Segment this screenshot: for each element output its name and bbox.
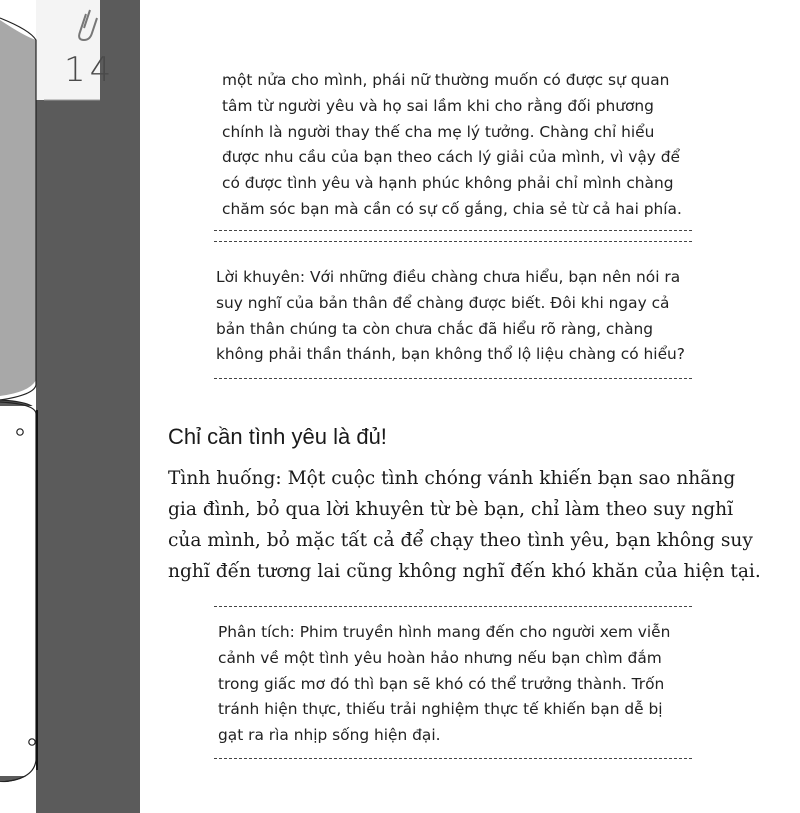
binder-decoration [0,0,140,813]
intro-paragraph: một nửa cho mình, phái nữ thường muốn có được sự quan tâm từ người yêu và họ sai lầm khi cho rằng đối phương chính là người thay thế cha mẹ lý tưởng. Chàng chỉ hiểu được nhu cầu của bạn theo cách lý giải của mình, vì vậy để có được tình yêu và hạnh phúc không phải chỉ mình chàng chăm sóc bạn mà cần có sự cố gắng, chia sẻ từ cả hai phía. [222,71,682,218]
situation-paragraph: Tình huống: Một cuộc tình chóng vánh khiến bạn sao nhãng gia đình, bỏ qua lời khuyên từ bè bạn, chỉ làm theo suy nghĩ của mình, bỏ mặc tất cả để chạy theo tình yêu, bạn không suy nghĩ đến tương lai cũng không nghĩ đến khó khăn của hiện tại. [168,468,761,582]
page-number: 14 [64,50,116,90]
advice-top-divider-2 [214,241,692,242]
advice-bottom-divider [214,378,692,379]
advice-top-divider [214,230,692,231]
binder-graphic [0,0,140,813]
section-heading: Chỉ cần tình yêu là đủ! [168,424,387,449]
analysis-box: Phân tích: Phim truyền hình mang đến cho người xem viễn cảnh về một tình yêu hoàn hảo nhưng nếu bạn chìm đắm trong giấc mơ đó thì bạn sẽ khó có thể trưởng thành. Trốn tránh hiện thực, thiếu trải nghiệm thực tế khiến bạn dễ bị gạt ra rìa nhịp sống hiện đại. [218,623,671,745]
advice-box: Lời khuyên: Với những điều chàng chưa hiểu, bạn nên nói ra suy nghĩ của bản thân để chàng được biết. Đôi khi ngay cả bản thân chúng ta còn chưa chắc đã hiểu rõ ràng, chàng không phải thần thánh, bạn không thổ lộ liệu chàng có hiểu? [216,268,685,364]
analysis-bottom-divider [214,758,692,759]
analysis-top-divider [214,606,692,607]
